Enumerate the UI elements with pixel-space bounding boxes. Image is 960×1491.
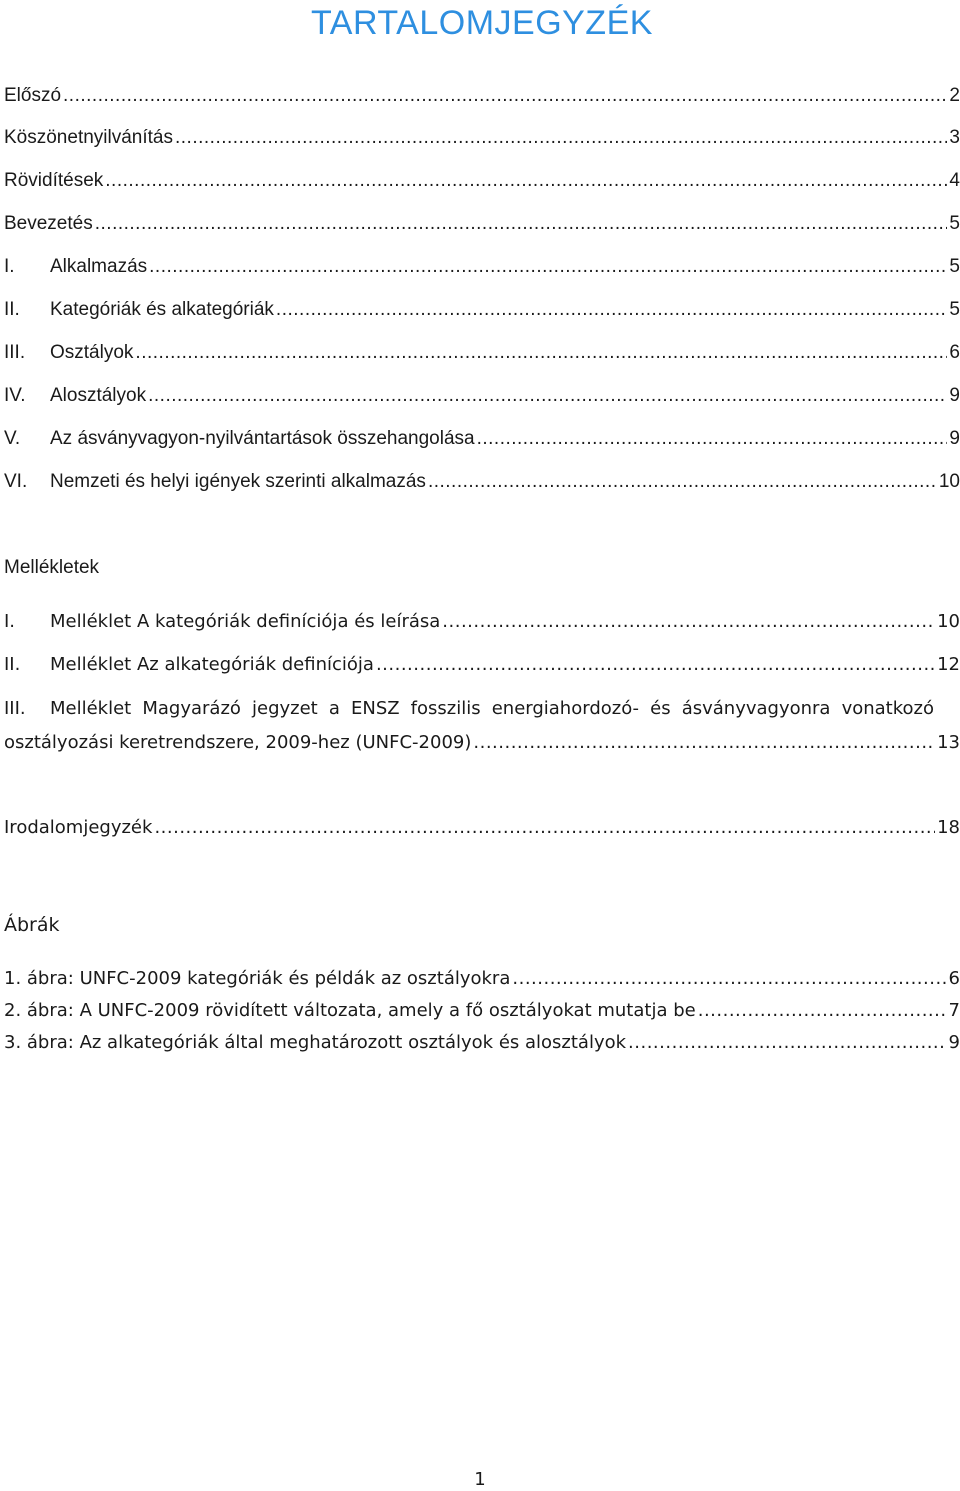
toc-entry-page: 10: [938, 471, 960, 492]
toc-entry-label: Bevezetés: [4, 213, 93, 234]
toc-entry-page: 5: [949, 299, 960, 320]
dot-leader: [473, 731, 935, 755]
toc-entry-page: 7: [948, 1000, 960, 1021]
toc-entry-label: Köszönetnyilvánítás: [4, 127, 173, 148]
toc-entry-page: 6: [948, 968, 960, 989]
toc-entry-kategoriak[interactable]: [4, 298, 960, 322]
toc-entry-number: III.: [4, 698, 26, 719]
dot-leader: [63, 84, 947, 108]
dot-leader: [148, 384, 947, 408]
toc-annex-3-line2[interactable]: [4, 731, 960, 755]
toc-entry-page: 6: [949, 342, 960, 363]
toc-entry-label: Irodalomjegyzék: [4, 817, 153, 838]
toc-entry-osszehangolas[interactable]: [4, 427, 960, 451]
dot-leader: [175, 126, 947, 150]
toc-entry-label: 1. ábra: UNFC-2009 kategóriák és példák az osztályokra: [4, 968, 511, 989]
dot-leader: [428, 470, 937, 494]
toc-entry-roviditesek[interactable]: [4, 169, 960, 193]
toc-figure-3[interactable]: [4, 1031, 960, 1055]
dot-leader: [95, 212, 948, 236]
toc-entry-page: 9: [949, 385, 960, 406]
toc-entry-label: Alosztályok: [50, 385, 147, 406]
toc-entry-number: II.: [4, 299, 20, 320]
toc-entry-number: IV.: [4, 385, 26, 406]
toc-entry-page: 4: [949, 170, 960, 191]
toc-entry-label: Osztályok: [50, 342, 134, 363]
toc-annex-1[interactable]: [4, 610, 960, 634]
toc-entry-page: 9: [949, 428, 960, 449]
dot-leader: [442, 610, 935, 634]
toc-entry-osztalyok[interactable]: [4, 341, 960, 365]
toc-entry-label: Az ásványvagyon-nyilvántartások összehangolása: [50, 428, 475, 449]
toc-entry-page: 9: [948, 1032, 960, 1053]
toc-entry-page: 10: [937, 611, 960, 632]
toc-entry-label: Alkalmazás: [50, 256, 148, 277]
toc-entry-page: 12: [937, 654, 960, 675]
dot-leader: [376, 653, 935, 677]
dot-leader: [135, 341, 947, 365]
toc-entry-page: 5: [949, 256, 960, 277]
toc-entry-page: 18: [937, 817, 960, 838]
toc-entry-page: 3: [949, 127, 960, 148]
annexes-heading: Mellékletek: [4, 557, 100, 578]
toc-entry-number: I.: [4, 611, 16, 632]
page-number: 1: [474, 1469, 486, 1490]
dot-leader: [698, 999, 947, 1023]
toc-entry-label: Kategóriák és alkategóriák: [50, 299, 274, 320]
dot-leader: [276, 298, 948, 322]
toc-entry-label: Melléklet Az alkategóriák definíciója: [50, 654, 374, 675]
toc-entry-koszonetnyilvanitas[interactable]: [4, 126, 960, 150]
dot-leader: [149, 255, 947, 279]
toc-figure-2[interactable]: [4, 999, 960, 1023]
dot-leader: [477, 427, 948, 451]
toc-entry-number: VI.: [4, 471, 28, 492]
toc-entry-eloszo[interactable]: [4, 84, 960, 108]
toc-entry-number: I.: [4, 256, 15, 277]
toc-entry-label: Előszó: [4, 85, 62, 106]
toc-annex-2[interactable]: [4, 653, 960, 677]
toc-entry-label: 2. ábra: A UNFC-2009 rövidített változata, amely a fő osztályokat mutatja be: [4, 1000, 696, 1021]
dot-leader: [154, 816, 935, 840]
toc-entry-label: Melléklet A kategóriák definíciója és leírása: [50, 611, 441, 632]
page-title: TARTALOMJEGYZÉK: [311, 4, 653, 42]
dot-leader: [512, 967, 946, 991]
toc-entry-nemzeti-igenyek[interactable]: [4, 470, 960, 494]
toc-entry-page: 2: [949, 85, 960, 106]
toc-entry-irodalomjegyzek[interactable]: [4, 816, 960, 840]
toc-entry-page: 13: [937, 732, 960, 753]
toc-entry-alkalmazas[interactable]: [4, 255, 960, 279]
toc-annex-3-line1[interactable]: [4, 697, 934, 721]
toc-entry-alosztalyok[interactable]: [4, 384, 960, 408]
toc-entry-number: II.: [4, 654, 21, 675]
toc-entry-label: Nemzeti és helyi igények szerinti alkalmazás: [50, 471, 426, 492]
toc-entry-bevezetes[interactable]: [4, 212, 960, 236]
dot-leader: [105, 169, 947, 193]
toc-figure-1[interactable]: [4, 967, 960, 991]
toc-entry-page: 5: [949, 213, 960, 234]
toc-entry-label: Melléklet Magyarázó jegyzet a ENSZ fosszilis energiahordozó- és ásványvagyonra vonatkozó: [50, 698, 934, 719]
toc-entry-label: Rövidítések: [4, 170, 104, 191]
toc-entry-number: III.: [4, 342, 26, 363]
figures-heading: Ábrák: [4, 914, 60, 936]
toc-entry-number: V.: [4, 428, 21, 449]
toc-entry-label: 3. ábra: Az alkategóriák által meghatározott osztályok és alosztályok: [4, 1032, 627, 1053]
dot-leader: [628, 1031, 947, 1055]
toc-entry-label: osztályozási keretrendszere, 2009-hez (UNFC-2009): [4, 732, 472, 753]
